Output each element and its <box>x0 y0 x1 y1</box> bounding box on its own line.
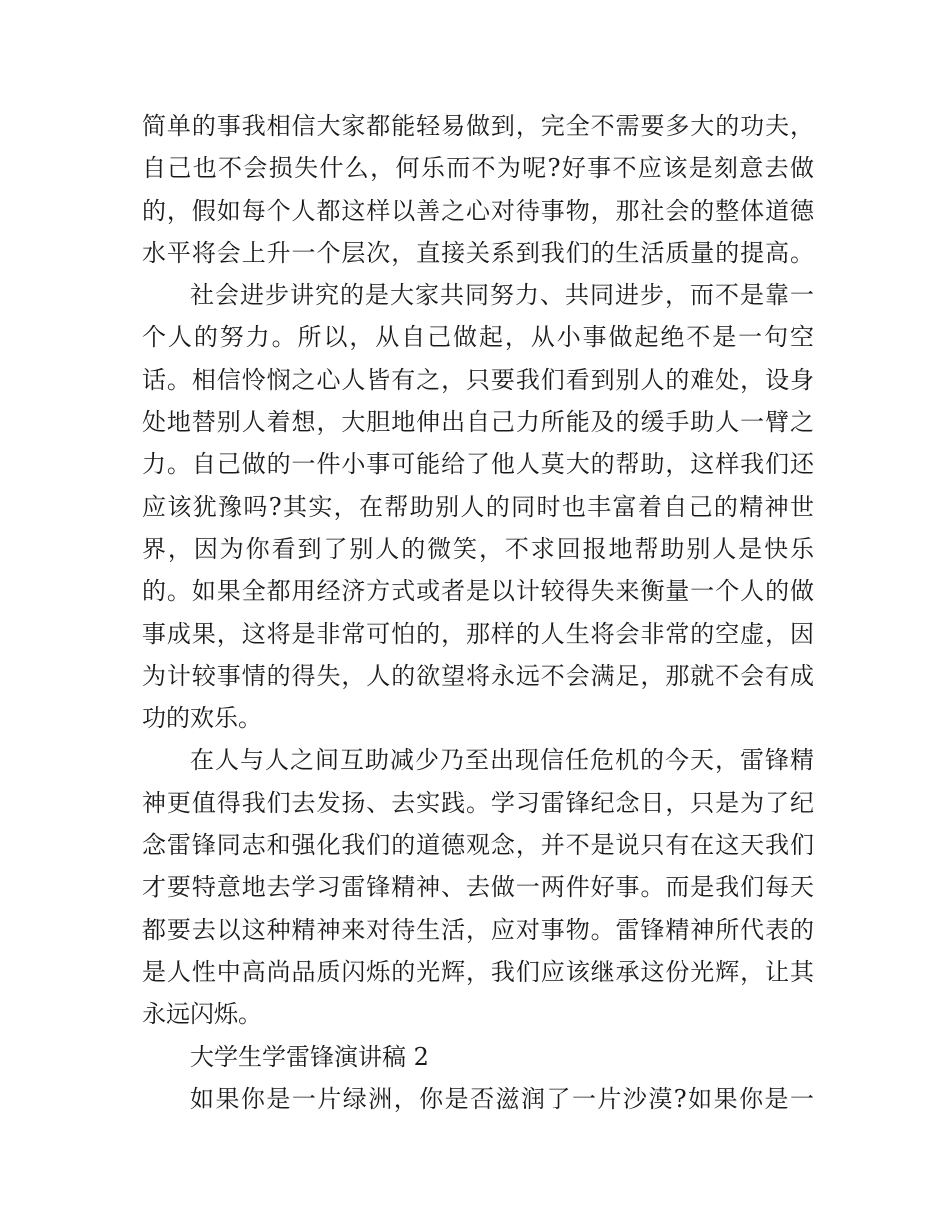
text-line: 处地替别人着想，大胆地伸出自己力所能及的缓手助人一臂之 <box>142 408 814 437</box>
text-line: 为计较事情的得失，人的欲望将永远不会满足，那就不会有成 <box>142 661 814 690</box>
text-line: 永远闪烁。 <box>142 1000 262 1029</box>
text-line: 的，假如每个人都这样以善之心对待事物，那社会的整体道德 <box>142 196 814 225</box>
text-line: 事成果，这将是非常可怕的，那样的人生将会非常的空虚，因 <box>142 619 814 648</box>
text-line: 水平将会上升一个层次，直接关系到我们的生活质量的提高。 <box>142 238 814 267</box>
text-line: 个人的努力。所以，从自己做起，从小事做起绝不是一句空 <box>142 323 814 352</box>
text-line: 简单的事我相信大家都能轻易做到，完全不需要多大的功夫， <box>142 112 814 140</box>
text-line: 功的欢乐。 <box>142 704 262 733</box>
text-line: 念雷锋同志和强化我们的道德观念，并不是说只有在这天我们 <box>142 831 814 860</box>
text-line: 力。自己做的一件小事可能给了他人莫大的帮助，这样我们还 <box>142 450 814 479</box>
text-line: 神更值得我们去发扬、去实践。学习雷锋纪念日，只是为了纪 <box>142 788 814 817</box>
text-line: 如果你是一片绿洲，你是否滋润了一片沙漠?如果你是一 <box>190 1084 814 1113</box>
text-line: 应该犹豫吗?其实，在帮助别人的同时也丰富着自己的精神世 <box>142 492 814 521</box>
text-line: 在人与人之间互助减少乃至出现信任危机的今天，雷锋精 <box>190 746 814 775</box>
section-heading: 大学生学雷锋演讲稿 2 <box>190 1042 429 1071</box>
text-line: 都要去以这种精神来对待生活，应对事物。雷锋精神所代表的 <box>142 915 814 944</box>
text-line: 是人性中高尚品质闪烁的光辉，我们应该继承这份光辉，让其 <box>142 957 814 986</box>
text-line: 界，因为你看到了别人的微笑，不求回报地帮助别人是快乐 <box>142 534 814 563</box>
body-text <box>142 105 814 1120</box>
text-line: 的。如果全都用经济方式或者是以计较得失来衡量一个人的做 <box>142 577 814 606</box>
text-line: 社会进步讲究的是大家共同努力、共同进步，而不是靠一 <box>190 281 814 310</box>
text-line: 自己也不会损失什么，何乐而不为呢?好事不应该是刻意去做 <box>142 154 814 183</box>
text-line: 才要特意地去学习雷锋精神、去做一两件好事。而是我们每天 <box>142 873 814 902</box>
text-line: 话。相信怜悯之心人皆有之，只要我们看到别人的难处，设身 <box>142 365 814 394</box>
